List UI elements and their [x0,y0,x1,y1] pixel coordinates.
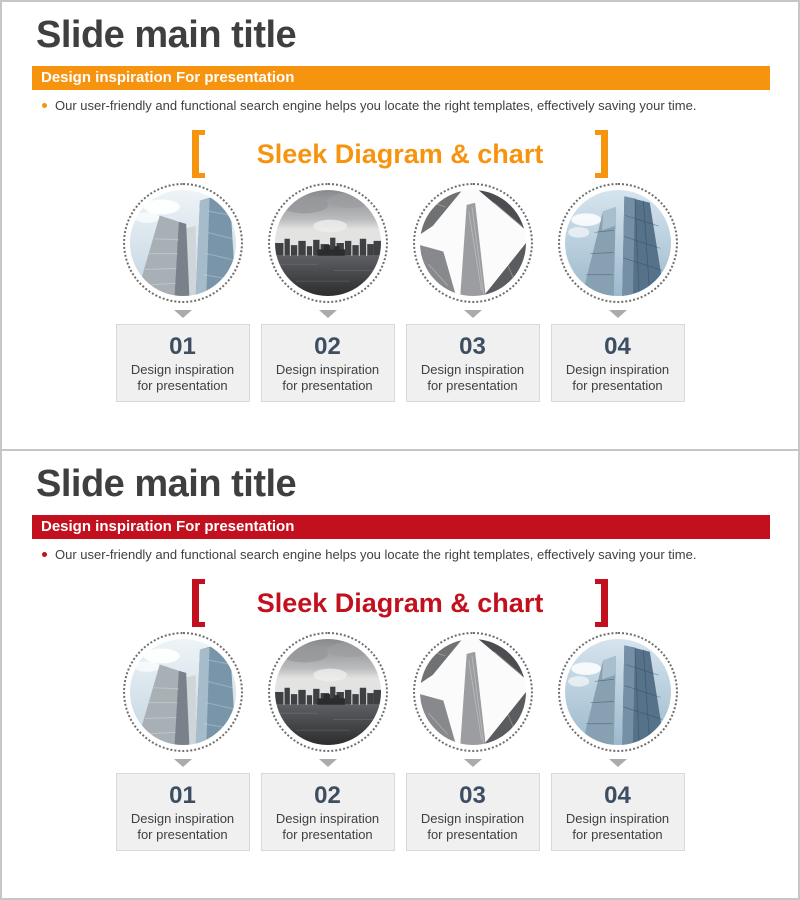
item-number: 04 [604,333,631,360]
diagram-columns [2,632,798,851]
banner-text: Design inspiration For presentation [41,69,295,86]
photo-circle [558,632,678,752]
photo-city-skyline-panorama [275,639,381,745]
arrow-down-icon [609,759,627,767]
photo-twin-glass-towers [565,639,671,745]
banner-text: Design inspiration For presentation [41,518,295,535]
info-box [551,324,685,402]
item-number: 04 [604,782,631,809]
info-box [116,324,250,402]
arrow-down-icon [174,759,192,767]
photo-skyscrapers-low-angle [130,190,236,296]
diagram-heading: Sleek Diagram & chart [256,587,544,618]
arrow-down-icon [609,310,627,318]
diagram-item-3 [406,183,540,402]
photo-twin-glass-towers [565,190,671,296]
info-box [116,773,250,851]
photo-circle [413,632,533,752]
heading-row [2,579,798,627]
photo-circle [123,183,243,303]
diagram-item-1 [116,183,250,402]
bullet-row [42,547,768,563]
item-caption: Design inspiration for presentation [275,362,380,393]
arrow-down-icon [464,759,482,767]
photo-buildings-upward-view [420,639,526,745]
item-caption: Design inspiration for presentation [565,362,670,393]
diagram-item-3 [406,632,540,851]
photo-buildings-upward-view [420,190,526,296]
item-number: 03 [459,333,486,360]
item-number: 01 [169,333,196,360]
arrow-down-icon [319,310,337,318]
photo-circle [123,632,243,752]
photo-circle [268,183,388,303]
item-caption: Design inspiration for presentation [130,811,235,842]
photo-circle [558,183,678,303]
photo-circle [268,632,388,752]
photo-skyscrapers-low-angle [130,639,236,745]
info-box [261,324,395,402]
info-box [261,773,395,851]
item-caption: Design inspiration for presentation [420,811,525,842]
diagram-item-4 [551,183,685,402]
item-caption: Design inspiration for presentation [420,362,525,393]
diagram-item-1 [116,632,250,851]
bullet-text: Our user-friendly and functional search engine helps you locate the right templates, effectively saving your time. [55,547,697,562]
arrow-down-icon [174,310,192,318]
item-number: 02 [314,333,341,360]
slide-title: Slide main title [36,14,297,56]
photo-circle [413,183,533,303]
item-number: 01 [169,782,196,809]
heading-row [2,130,798,178]
arrow-down-icon [319,759,337,767]
right-bracket-icon [595,579,608,627]
slide-2 [2,451,798,898]
info-box [406,324,540,402]
arrow-down-icon [464,310,482,318]
item-caption: Design inspiration for presentation [130,362,235,393]
item-number: 02 [314,782,341,809]
right-bracket-icon [595,130,608,178]
left-bracket-icon [192,130,205,178]
diagram-columns [2,183,798,402]
slide-1 [2,2,798,449]
bullet-icon [42,552,47,557]
diagram-item-4 [551,632,685,851]
section-banner [32,515,770,539]
info-box [406,773,540,851]
slide-title: Slide main title [36,463,297,505]
bullet-text: Our user-friendly and functional search engine helps you locate the right templates, effectively saving your time. [55,98,697,113]
item-caption: Design inspiration for presentation [275,811,380,842]
left-bracket-icon [192,579,205,627]
photo-city-skyline-panorama [275,190,381,296]
info-box [551,773,685,851]
diagram-item-2 [261,183,395,402]
item-number: 03 [459,782,486,809]
section-banner [32,66,770,90]
diagram-heading: Sleek Diagram & chart [256,138,544,169]
bullet-icon [42,103,47,108]
bullet-row [42,98,768,114]
item-caption: Design inspiration for presentation [565,811,670,842]
diagram-item-2 [261,632,395,851]
